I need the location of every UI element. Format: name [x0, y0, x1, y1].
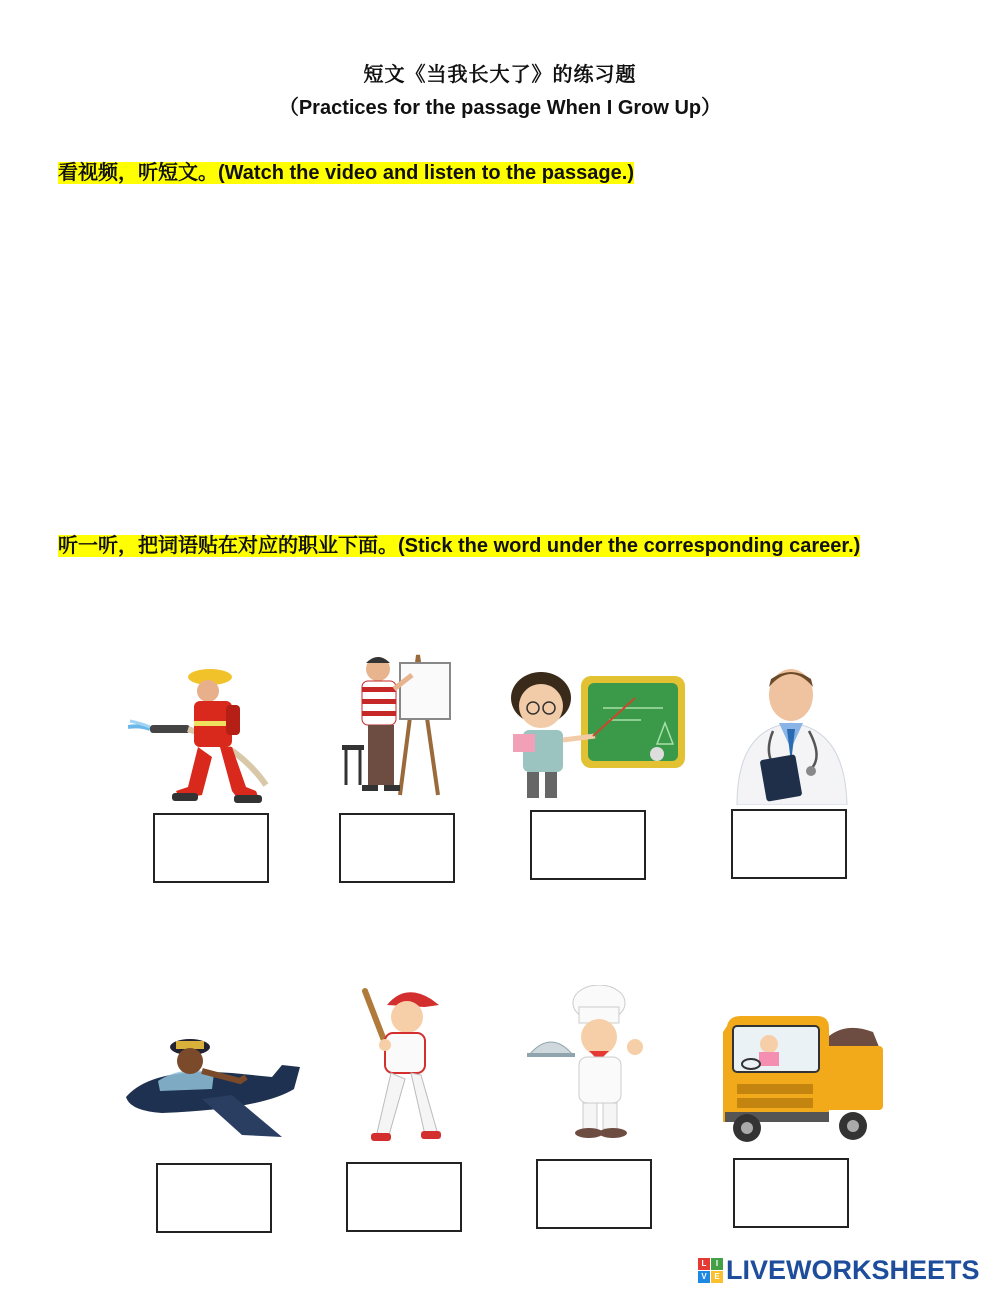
instruction-stick: 听一听，把词语贴在对应的职业下面。(Stick the word under the corresponding career.): [58, 535, 861, 557]
answer-box-baseball-player[interactable]: [346, 1162, 462, 1232]
baseball-player-icon: [355, 983, 455, 1148]
liveworksheets-mark-icon: L I V E: [698, 1258, 723, 1283]
firefighter-icon: [128, 665, 278, 810]
truck-driver-icon: [717, 1012, 887, 1145]
answer-box-firefighter[interactable]: [153, 813, 269, 883]
answer-box-teacher[interactable]: [530, 810, 646, 880]
worksheet-title-cn: 短文《当我长大了》的练习题: [363, 64, 637, 86]
liveworksheets-logo: [698, 1256, 980, 1284]
brand-name: LIVEWORKSHEETS: [726, 1254, 980, 1285]
painter-icon: [338, 645, 458, 805]
answer-box-truck-driver[interactable]: [733, 1158, 849, 1228]
instruction-watch: 看视频，听短文。(Watch the video and listen to the passage.): [58, 162, 634, 184]
pilot-icon: [122, 1025, 312, 1140]
worksheet-title-en: （Practices for the passage When I Grow Up）: [278, 97, 722, 119]
chef-icon: [527, 985, 652, 1140]
answer-box-painter[interactable]: [339, 813, 455, 883]
answer-box-chef[interactable]: [536, 1159, 652, 1229]
answer-box-pilot[interactable]: [156, 1163, 272, 1233]
teacher-icon: [505, 668, 690, 803]
doctor-icon: [733, 665, 851, 805]
answer-box-doctor[interactable]: [731, 809, 847, 879]
